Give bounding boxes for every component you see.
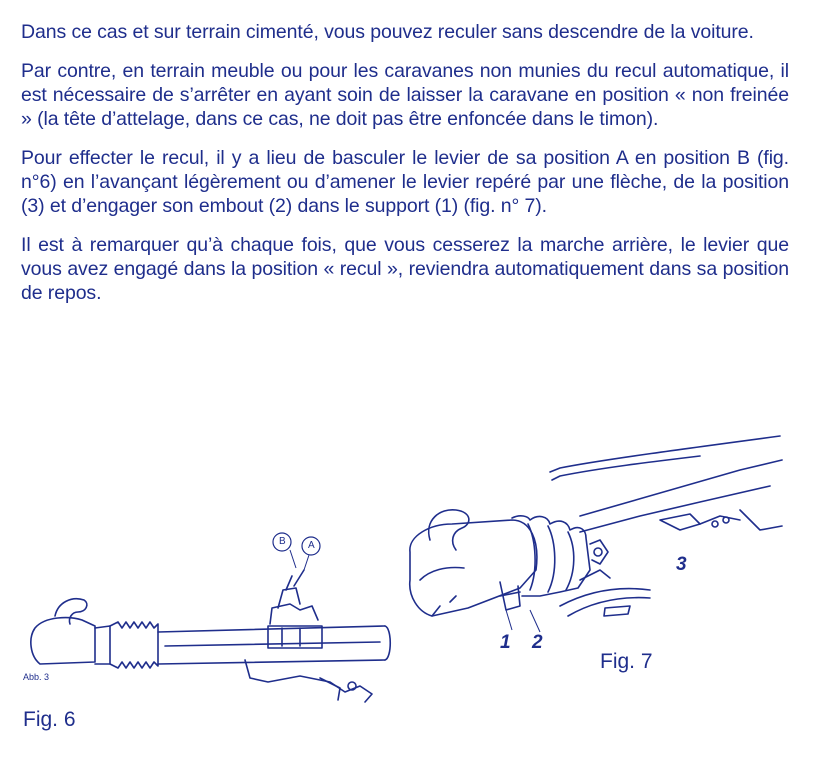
body-text	[21, 20, 789, 320]
paragraph-4: Il est à remarquer qu’à chaque fois, que vous cesserez la marche arrière, le levier que vous avez engagé dans la position « recul », reviendra automatiquement dans sa position de repos.	[21, 234, 789, 304]
figure-6-caption: Fig. 6	[23, 708, 76, 731]
figure-6-drawing	[0, 420, 820, 766]
paragraph-3: Pour effecter le recul, il y a lieu de basculer le levier de sa position A en position B (fig. n°6) en l’avançant légèrement ou d’amener le levier repéré par une flèche, de la position (3) et d’engager son embout (2) dans le support (1) (fig. n° 7).	[21, 147, 789, 217]
figure-7-label-1: 1	[500, 632, 511, 653]
figure-7-label-2: 2	[532, 632, 543, 653]
paragraph-2: Par contre, en terrain meuble ou pour les caravanes non munies du recul automatique, il est nécessaire de s’arrêter en ayant soin de laisser la caravane en position « non freinée » (la tête d’attelage, dans ce cas, ne doit pas être enfoncée dans le timon).	[21, 60, 789, 130]
figure-7-label-3: 3	[676, 554, 687, 575]
paragraph-1: Dans ce cas et sur terrain cimenté, vous pouvez reculer sans descendre de la voiture.	[21, 21, 754, 43]
marker-a: A	[308, 540, 315, 551]
marker-b: B	[279, 536, 286, 547]
figures-area	[0, 420, 820, 766]
figure-7-caption: Fig. 7	[600, 650, 653, 673]
figure-6-small-label: Abb. 3	[23, 672, 50, 682]
